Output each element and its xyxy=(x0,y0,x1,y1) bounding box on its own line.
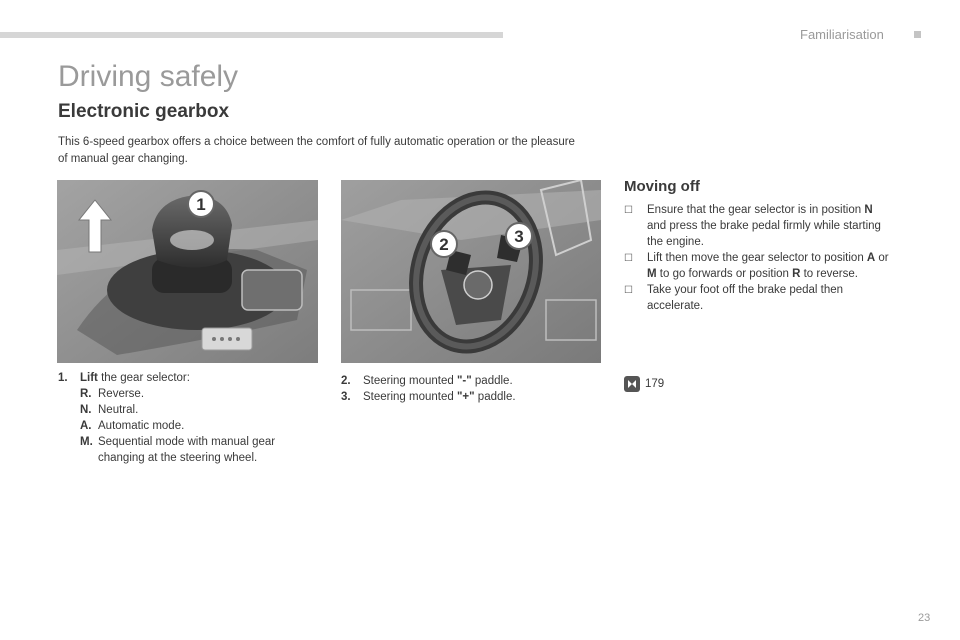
moving-off-steps xyxy=(624,202,894,314)
step-text: to go forwards or position xyxy=(656,268,793,280)
section-title: Familiarisation xyxy=(800,27,884,42)
steering-wheel-figure xyxy=(341,180,601,363)
item-number: 3. xyxy=(341,391,351,403)
mode-item xyxy=(58,386,298,402)
item-number: 1. xyxy=(58,372,68,384)
paddle-list xyxy=(341,373,591,405)
mode-item xyxy=(58,434,298,466)
item-emphasis: Lift xyxy=(80,372,98,384)
step-emphasis: M xyxy=(647,268,657,280)
item-text: Steering mounted xyxy=(363,375,457,387)
page-subtitle: Electronic gearbox xyxy=(58,101,230,122)
step-text: Take your foot off the brake pedal then accelerate. xyxy=(647,284,844,312)
mode-key: M. xyxy=(80,436,93,448)
item-text: paddle. xyxy=(471,375,513,387)
mode-text: Automatic mode. xyxy=(98,420,185,432)
mode-item xyxy=(58,402,298,418)
list-item xyxy=(624,250,894,282)
mode-key: A. xyxy=(80,420,92,432)
mode-key: R. xyxy=(80,388,92,400)
step-text: and press the brake pedal firmly while starting the engine. xyxy=(647,220,881,248)
mode-key: N. xyxy=(80,404,92,416)
step-emphasis: N xyxy=(864,204,873,216)
item-text: paddle. xyxy=(474,391,516,403)
list-item xyxy=(624,282,894,314)
page-link-icon xyxy=(624,376,640,392)
checkbox-bullet-icon: ☐ xyxy=(624,205,633,216)
item-number: 2. xyxy=(341,375,351,387)
list-item xyxy=(341,389,591,405)
list-item xyxy=(341,373,591,389)
callout-2-label: 2 xyxy=(439,235,449,254)
paddle-plus-label: "+" xyxy=(456,391,475,403)
checkbox-bullet-icon: ☐ xyxy=(624,253,633,264)
step-emphasis: A xyxy=(866,252,876,264)
mode-text: Sequential mode with manual gear changing at the steering wheel. xyxy=(98,436,276,464)
page-title: Driving safely xyxy=(58,60,239,93)
reference-page-number: 179 xyxy=(645,378,665,390)
mode-text: Neutral. xyxy=(98,404,139,416)
checkbox-bullet-icon: ☐ xyxy=(624,285,633,296)
page-number: 23 xyxy=(918,612,931,624)
step-text: Lift then move the gear selector to position xyxy=(647,252,867,264)
section-marker xyxy=(914,31,921,38)
moving-off-heading: Moving off xyxy=(624,178,700,195)
step-text: to reverse. xyxy=(800,268,858,280)
step-emphasis: R xyxy=(792,268,801,280)
list-item xyxy=(58,370,298,386)
item-text: the gear selector: xyxy=(97,372,190,384)
gear-selector-list xyxy=(58,370,298,466)
page-reference-link[interactable] xyxy=(624,376,664,392)
gear-selector-figure xyxy=(57,180,318,363)
header-bar xyxy=(0,32,503,38)
callout-3-label: 3 xyxy=(514,227,524,246)
mode-item xyxy=(58,418,298,434)
paddle-minus-label: "-" xyxy=(456,375,472,387)
step-text: Ensure that the gear selector is in position xyxy=(647,204,865,216)
callout-1-label: 1 xyxy=(196,195,206,214)
mode-text: Reverse. xyxy=(98,388,145,400)
step-text: or xyxy=(875,252,889,264)
item-text: Steering mounted xyxy=(363,391,457,403)
list-item xyxy=(624,202,894,250)
intro-paragraph: This 6-speed gearbox offers a choice between the comfort of fully automatic operation or the pleasure of manual gear changing. xyxy=(58,136,575,165)
